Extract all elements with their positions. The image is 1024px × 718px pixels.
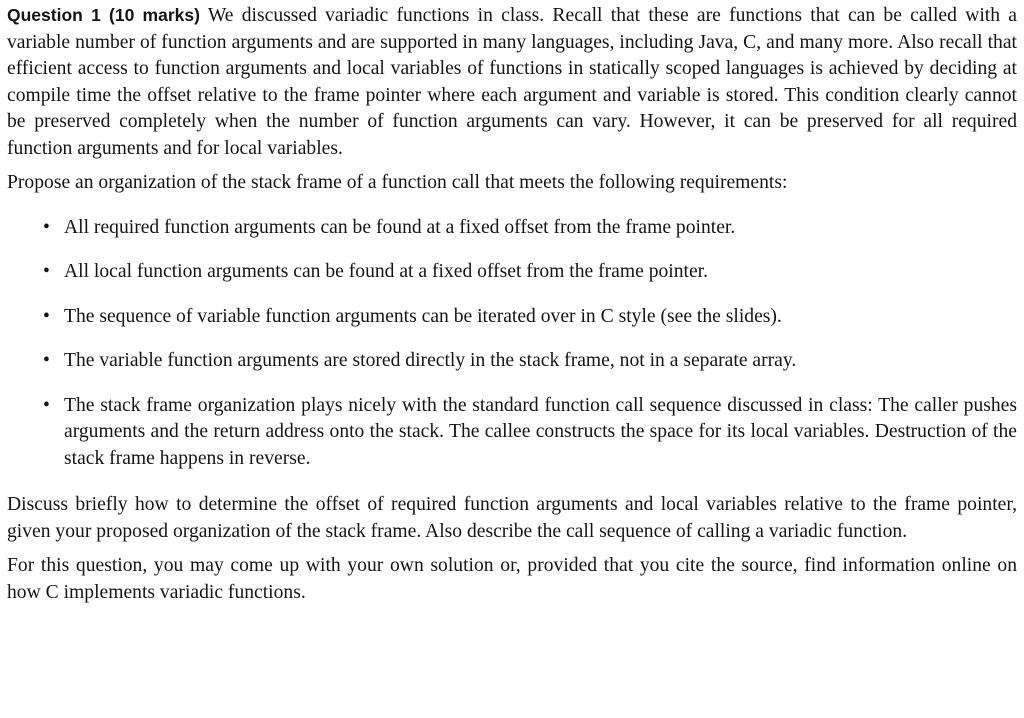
- requirement-text: The sequence of variable function arguments can be iterated over in C style (see the slides).: [64, 305, 782, 327]
- requirement-item: [43, 393, 1017, 473]
- question-document: [7, 2, 1017, 606]
- requirement-text: All required function arguments can be found at a fixed offset from the frame pointer.: [64, 216, 736, 238]
- bullet-icon: •: [43, 261, 50, 282]
- requirement-item: [43, 259, 1017, 286]
- requirement-text: The stack frame organization plays nicely with the standard function call sequence discussed in class: The caller pushes arguments and the return address onto the stack. The callee constructs the space for its local variables. Destruction of the stack frame happens in reverse.: [64, 394, 1017, 469]
- intro-paragraph: [7, 2, 1017, 162]
- requirement-text: The variable function arguments are stored directly in the stack frame, not in a separate array.: [64, 350, 797, 371]
- requirement-text: All local function arguments can be found at a fixed offset from the frame pointer.: [64, 261, 709, 282]
- bullet-icon: •: [43, 394, 50, 416]
- requirement-item: [43, 304, 1017, 331]
- question-heading: Question 1 (10 marks): [7, 5, 200, 25]
- bullet-icon: •: [43, 350, 50, 371]
- bullet-icon: •: [43, 216, 50, 238]
- intro-text: We discussed variadic functions in class. Recall that these are functions that can be called with a variable number of function arguments and are supported in many languages, including Java, C, and many more. Also recall that efficient access to function arguments and local variables of functions in statically scoped languages is achieved by deciding at compile time the offset relative to the frame pointer where each argument and variable is stored. This condition clearly cannot be preserved completely when the number of function arguments can vary. However, it can be preserved for all required function arguments and for local variables.: [7, 5, 1017, 159]
- discuss-paragraph: Discuss briefly how to determine the offset of required function arguments and local variables relative to the frame pointer, given your proposed organization of the stack frame. Also describe the call sequence of calling a variadic function.: [7, 494, 1017, 542]
- bullet-icon: •: [43, 305, 50, 327]
- requirements-list: [7, 215, 1017, 473]
- requirement-item: [43, 215, 1017, 242]
- requirement-item: [43, 348, 1017, 375]
- closing-paragraph: For this question, you may come up with your own solution or, provided that you cite the source, find information online on how C implements variadic functions.: [7, 555, 1017, 603]
- propose-paragraph: Propose an organization of the stack frame of a function call that meets the following requirements:: [7, 172, 788, 193]
